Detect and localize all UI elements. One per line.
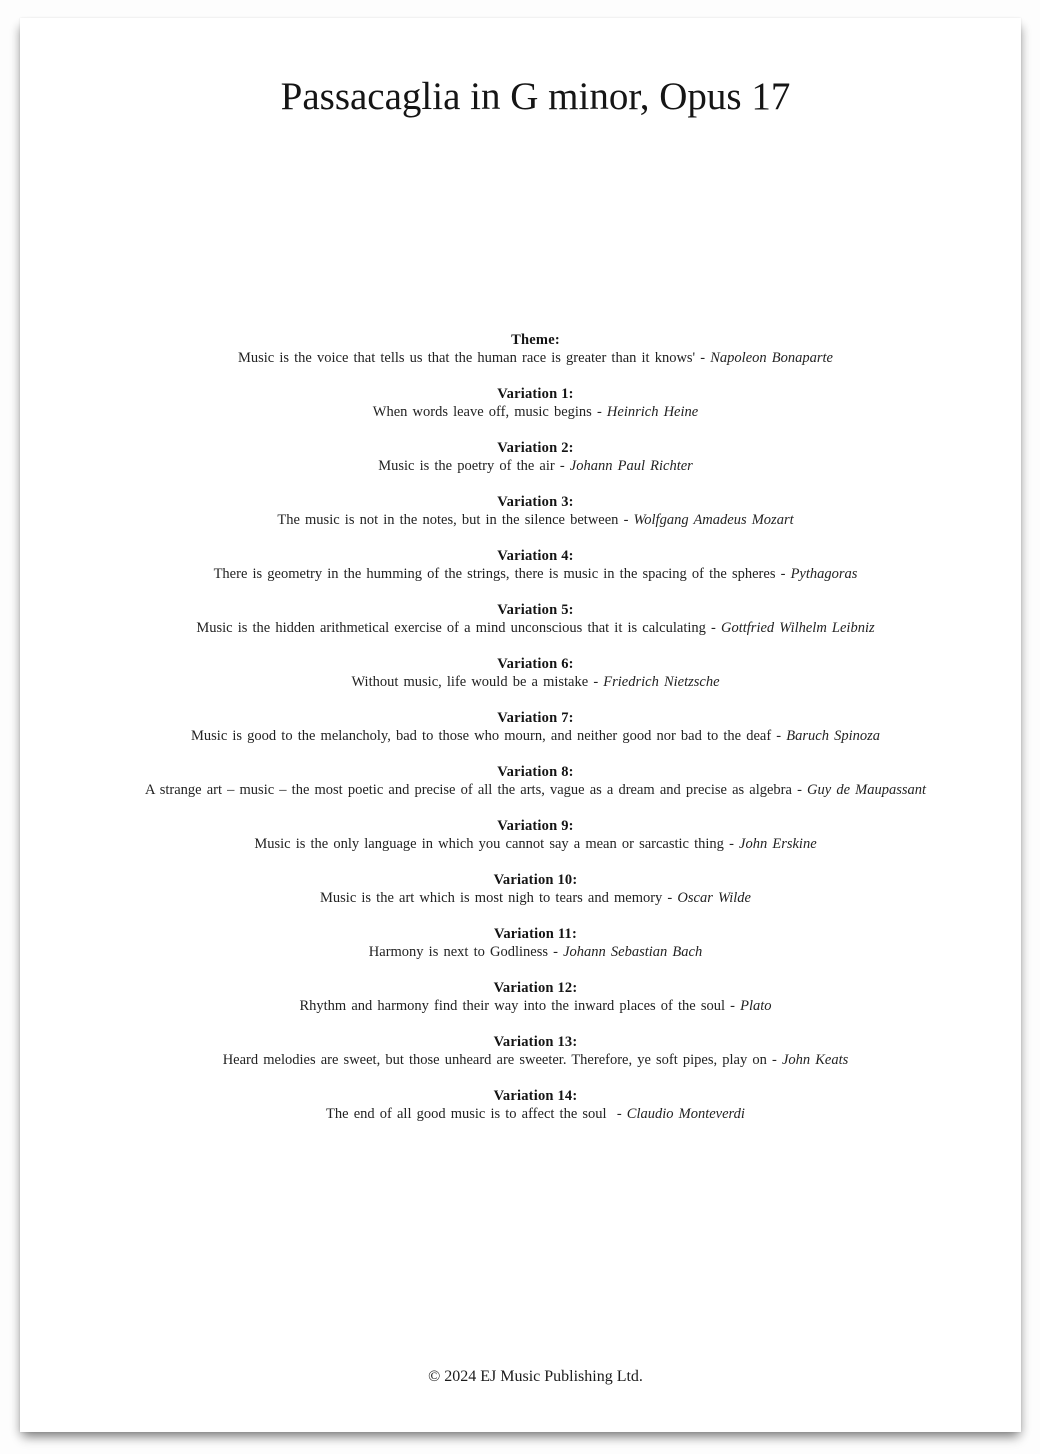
- quote-text: Music is the voice that tells us that the human race is greater than it knows': [237, 350, 696, 366]
- section-heading: Variation 12:: [493, 980, 578, 996]
- section-quote: [51, 673, 1021, 691]
- section-heading: Variation 11:: [493, 926, 578, 942]
- section-variation-2: [51, 439, 1021, 475]
- quote-author: Johann Paul Richter: [569, 458, 693, 474]
- quote-separator: -: [618, 512, 634, 528]
- quote-separator: -: [554, 458, 570, 474]
- quote-sections: [51, 331, 1021, 1123]
- section-heading: Variation 10:: [493, 872, 578, 888]
- section-heading: Variation 7:: [497, 710, 574, 726]
- quote-author: John Keats: [781, 1052, 849, 1068]
- quote-author: Friedrich Nietzsche: [603, 674, 720, 690]
- section-quote: [51, 1051, 1021, 1069]
- section-quote: [51, 349, 1021, 367]
- section-variation-8: [51, 763, 1021, 799]
- quote-text: Music is good to the melancholy, bad to those who mourn, and neither good nor bad to the deaf: [191, 728, 772, 744]
- section-variation-6: [51, 655, 1021, 691]
- section-heading: Variation 14:: [493, 1088, 578, 1104]
- quote-author: Napoleon Bonaparte: [710, 350, 833, 366]
- quote-author: Wolfgang Amadeus Mozart: [633, 512, 794, 528]
- section-quote: [51, 565, 1021, 583]
- quote-author: Johann Sebastian Bach: [563, 944, 703, 960]
- section-variation-5: [51, 601, 1021, 637]
- quote-text: Music is the hidden arithmetical exercise of a mind unconscious that it is calculating: [196, 620, 706, 636]
- quote-author: Claudio Monteverdi: [626, 1106, 745, 1122]
- section-quote: [51, 943, 1021, 961]
- quote-author: Guy de Maupassant: [807, 782, 927, 798]
- section-heading: Variation 13:: [493, 1034, 578, 1050]
- section-heading: Variation 5:: [497, 602, 574, 618]
- quote-text: When words leave off, music begins: [372, 404, 592, 420]
- section-heading: Theme:: [511, 332, 560, 348]
- section-quote: [51, 403, 1021, 421]
- quote-author: Plato: [740, 998, 772, 1014]
- section-variation-7: [51, 709, 1021, 745]
- page-content: [20, 18, 1021, 1123]
- quote-separator: -: [695, 350, 711, 366]
- quote-text: The music is not in the notes, but in the silence between: [277, 512, 619, 528]
- quote-text: Harmony is next to Godliness: [368, 944, 548, 960]
- quote-separator: -: [766, 1052, 782, 1068]
- quote-separator: -: [588, 674, 604, 690]
- quote-author: Oscar Wilde: [677, 890, 751, 906]
- section-heading: Variation 9:: [497, 818, 574, 834]
- quote-separator: -: [662, 890, 678, 906]
- section-variation-13: [51, 1033, 1021, 1069]
- section-quote: [51, 1105, 1021, 1123]
- section-heading: Variation 1:: [497, 386, 574, 402]
- section-variation-1: [51, 385, 1021, 421]
- quote-text: Music is the poetry of the air: [378, 458, 555, 474]
- section-heading: Variation 3:: [497, 494, 574, 510]
- section-heading: Variation 6:: [497, 656, 574, 672]
- quote-separator: -: [775, 566, 791, 582]
- quote-separator: -: [547, 944, 564, 960]
- section-quote: [51, 889, 1021, 907]
- section-variation-9: [51, 817, 1021, 853]
- quote-text: Rhythm and harmony find their way into the inward places of the soul: [299, 998, 725, 1014]
- quote-separator: -: [591, 404, 607, 420]
- section-variation-11: [51, 925, 1021, 961]
- quote-author: Gottfried Wilhelm Leibniz: [721, 620, 875, 636]
- quote-text: Music is the art which is most nigh to tears and memory: [320, 890, 663, 906]
- section-variation-4: [51, 547, 1021, 583]
- quote-separator: -: [791, 782, 808, 798]
- quote-text: The end of all good music is to affect the soul: [326, 1106, 612, 1122]
- section-quote: [51, 457, 1021, 475]
- section-quote: [51, 727, 1021, 745]
- section-theme: [51, 331, 1021, 367]
- section-heading: Variation 4:: [497, 548, 574, 564]
- section-heading: Variation 2:: [497, 440, 574, 456]
- quote-text: Music is the only language in which you cannot say a mean or sarcastic thing: [254, 836, 724, 852]
- copyright-footer: © 2024 EJ Music Publishing Ltd.: [428, 1368, 643, 1385]
- quote-text: A strange art – music – the most poetic and precise of all the arts, vague as a dream and precise as algebra: [144, 782, 792, 798]
- quote-separator: -: [725, 998, 741, 1014]
- section-variation-12: [51, 979, 1021, 1015]
- section-variation-10: [51, 871, 1021, 907]
- quote-text: Heard melodies are sweet, but those unheard are sweeter. Therefore, ye soft pipes, play on: [222, 1052, 767, 1068]
- section-quote: [51, 835, 1021, 853]
- quote-separator: -: [705, 620, 721, 636]
- section-quote: [51, 781, 1021, 799]
- section-quote: [51, 511, 1021, 529]
- quote-author: Baruch Spinoza: [786, 728, 880, 744]
- page-title: Passacaglia in G minor, Opus 17: [280, 75, 791, 118]
- quote-author: Heinrich Heine: [606, 404, 699, 420]
- quote-separator: -: [723, 836, 740, 852]
- quote-text: Without music, life would be a mistake: [351, 674, 589, 690]
- quote-author: John Erskine: [739, 836, 817, 852]
- section-variation-14: [51, 1087, 1021, 1123]
- quote-text: There is geometry in the humming of the strings, there is music in the spacing of the spheres: [213, 566, 776, 582]
- section-quote: [51, 619, 1021, 637]
- document-page: [20, 18, 1021, 1432]
- quote-author: Pythagoras: [790, 566, 858, 582]
- quote-separator: -: [611, 1106, 627, 1122]
- quote-separator: -: [771, 728, 787, 744]
- section-variation-3: [51, 493, 1021, 529]
- section-quote: [51, 997, 1021, 1015]
- section-heading: Variation 8:: [497, 764, 574, 780]
